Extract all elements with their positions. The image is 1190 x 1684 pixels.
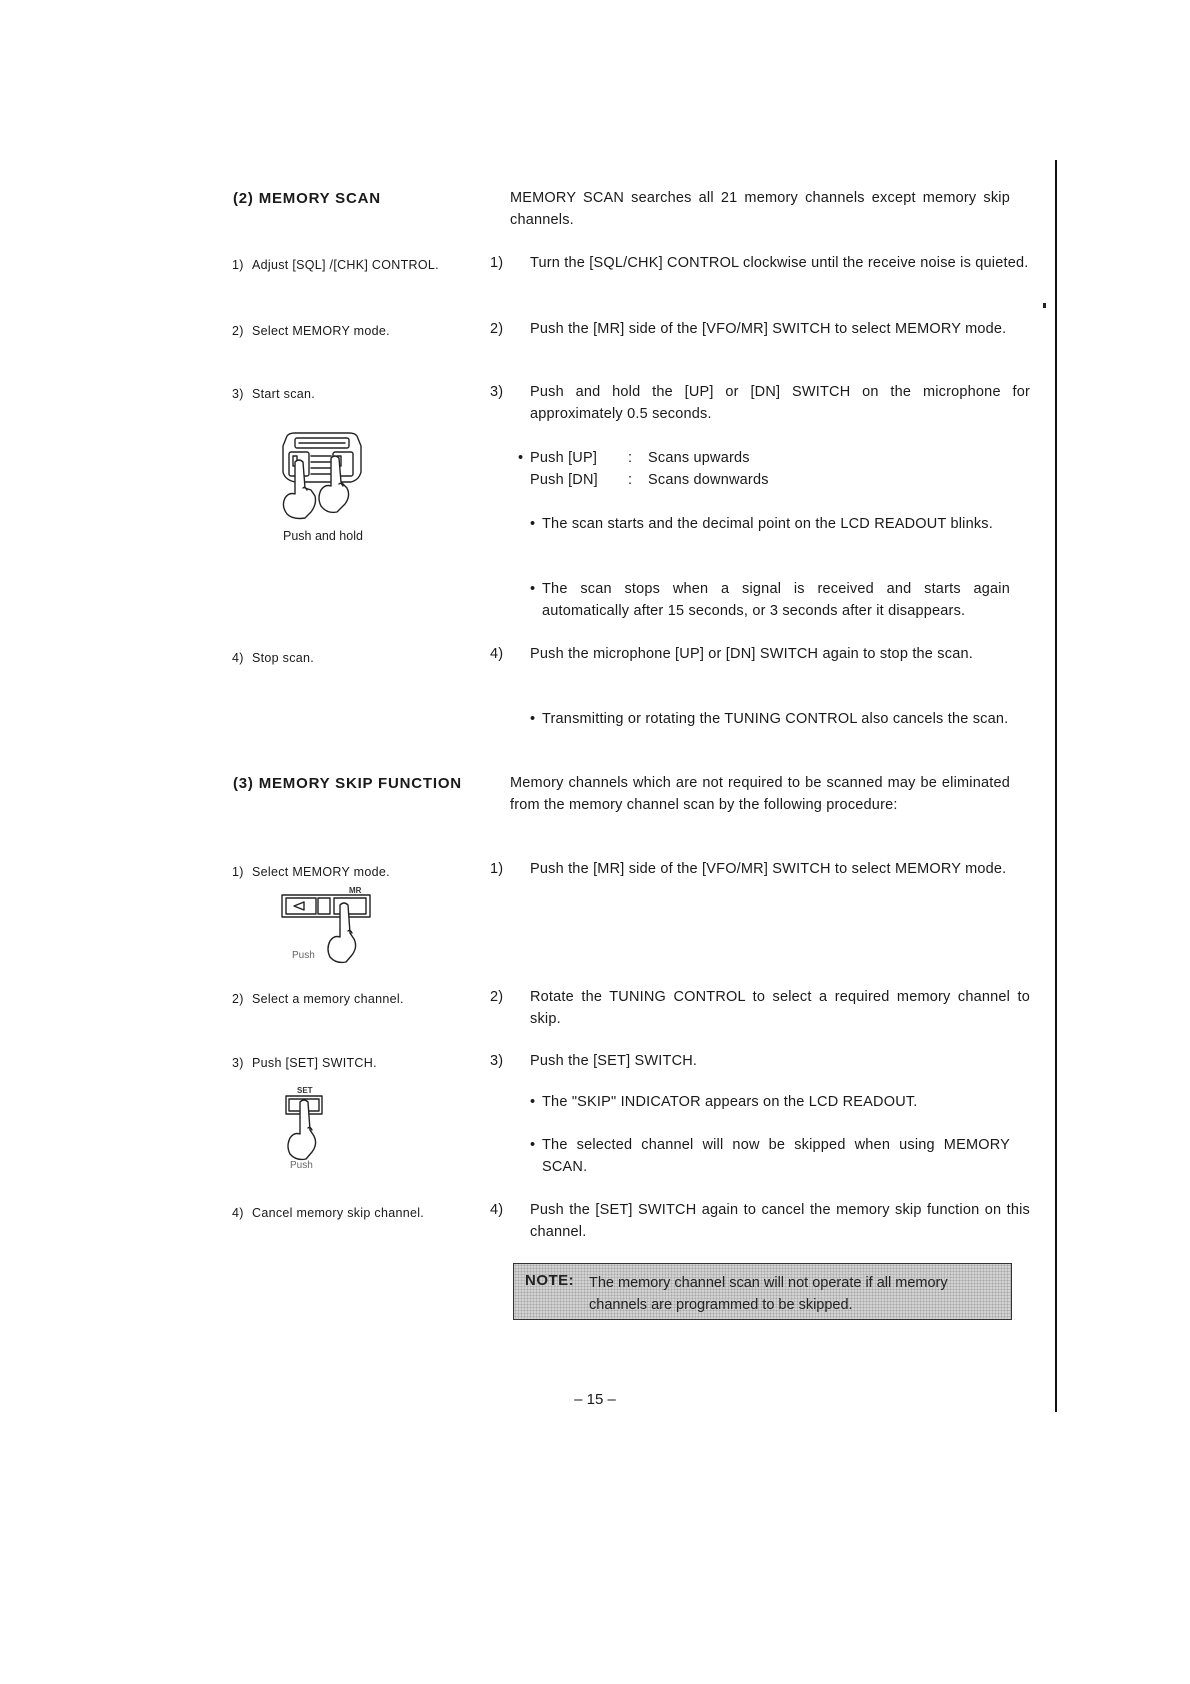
scan-step-4-num: 4) xyxy=(232,651,244,665)
scan-step-4-label xyxy=(232,651,314,665)
scan-step-4-instruction xyxy=(490,643,1030,665)
scan-step-2-num: 2) xyxy=(232,324,244,338)
skip-step-3-instruction-num: 3) xyxy=(490,1053,504,1069)
scan-step-3-label xyxy=(232,387,315,401)
memory-skip-intro: Memory channels which are not required to be scanned may be eliminated from the memory channel scan by the following procedure: xyxy=(510,775,1010,813)
skip-step-4-num: 4) xyxy=(232,1206,244,1220)
bullet-scan-starts-dot: • xyxy=(530,516,536,532)
skip-step-3-instruction-text: Push the [SET] SWITCH. xyxy=(530,1053,698,1069)
bullet-scan-stops-text: The scan stops when a signal is received and starts again automatically after 15 seconds, or 3 seconds after it disappears. xyxy=(542,581,1010,619)
scan-step-4-label-text: Stop scan. xyxy=(252,651,315,665)
push-up-value: Scans upwards xyxy=(648,450,750,466)
push-dn-row xyxy=(530,469,830,491)
mr-key-label: MR xyxy=(349,886,362,895)
scan-step-1-num: 1) xyxy=(232,258,244,272)
bullet-skip-indicator-dot: • xyxy=(530,1094,536,1110)
scan-step-2-instruction xyxy=(490,318,1030,340)
push-up-key: Push [UP] xyxy=(530,450,598,466)
push-hold-caption: Push and hold xyxy=(283,529,363,543)
push-dn-value: Scans downwards xyxy=(648,472,769,488)
mr-push-caption: Push xyxy=(292,950,315,961)
bullet-transmitting xyxy=(530,708,1010,730)
skip-step-4-instruction-num: 4) xyxy=(490,1202,504,1218)
scan-step-1-instruction-text: Turn the [SQL/CHK] CONTROL clockwise until the receive noise is quieted. xyxy=(530,255,1029,271)
print-speck xyxy=(1043,303,1046,308)
skip-step-2-instruction-num: 2) xyxy=(490,989,504,1005)
scan-step-3-label-text: Start scan. xyxy=(252,387,316,401)
bullet-transmitting-text: Transmitting or rotating the TUNING CONTROL also cancels the scan. xyxy=(542,711,1009,727)
push-up-sep: : xyxy=(628,450,633,466)
skip-step-1-instruction xyxy=(490,858,1030,880)
scan-step-4-instruction-text: Push the microphone [UP] or [DN] SWITCH again to stop the scan. xyxy=(530,646,973,662)
skip-step-1-instruction-text: Push the [MR] side of the [VFO/MR] SWITCH to select MEMORY mode. xyxy=(530,861,1007,877)
page-margin-rule xyxy=(1055,160,1057,1412)
bullet-scan-stops xyxy=(530,578,1010,622)
memory-scan-intro: MEMORY SCAN searches all 21 memory channels except memory skip channels. xyxy=(510,190,1010,228)
scan-step-1-label xyxy=(232,258,439,272)
skip-step-1-instruction-num: 1) xyxy=(490,861,504,877)
bullet-skip-indicator xyxy=(530,1091,1010,1113)
skip-step-3-num: 3) xyxy=(232,1056,244,1070)
set-switch-illustration xyxy=(280,1094,340,1166)
skip-step-2-instruction xyxy=(490,986,1030,1030)
bullet-skip-indicator-text: The "SKIP" INDICATOR appears on the LCD READOUT. xyxy=(542,1094,918,1110)
bullet-selected-skipped-text: The selected channel will now be skipped when using MEMORY SCAN. xyxy=(542,1137,1010,1175)
bullet-selected-skipped xyxy=(530,1134,1010,1178)
scan-step-1-instruction-num: 1) xyxy=(490,255,504,271)
microphone-push-hold-illustration xyxy=(275,432,375,520)
skip-step-1-label-text: Select MEMORY mode. xyxy=(252,865,390,879)
note-box xyxy=(513,1263,1012,1320)
bullet-transmitting-dot: • xyxy=(530,711,536,727)
skip-step-4-instruction-text: Push the [SET] SWITCH again to cancel the memory skip function on this channel. xyxy=(530,1202,1030,1240)
push-dn-key: Push [DN] xyxy=(530,472,598,488)
set-push-caption: Push xyxy=(290,1160,313,1171)
scan-step-3-instruction-num: 3) xyxy=(490,384,504,400)
bullet-scan-stops-dot: • xyxy=(530,581,536,597)
scan-step-3-instruction-text: Push and hold the [UP] or [DN] SWITCH on the microphone for approximately 0.5 seconds. xyxy=(530,384,1030,422)
skip-step-4-instruction xyxy=(490,1199,1030,1243)
memory-skip-heading: (3) MEMORY SKIP FUNCTION xyxy=(233,775,462,792)
skip-step-2-num: 2) xyxy=(232,992,244,1006)
page-number: – 15 – xyxy=(574,1391,616,1408)
scan-step-3-num: 3) xyxy=(232,387,244,401)
push-dn-sep: : xyxy=(628,472,633,488)
skip-step-1-num: 1) xyxy=(232,865,244,879)
bullet-scan-starts-text: The scan starts and the decimal point on the LCD READOUT blinks. xyxy=(542,516,993,532)
skip-step-2-label-text: Select a memory channel. xyxy=(252,992,404,1006)
skip-step-3-label-text: Push [SET] SWITCH. xyxy=(252,1056,377,1070)
scan-step-2-instruction-text: Push the [MR] side of the [VFO/MR] SWITCH to select MEMORY mode. xyxy=(530,321,1007,337)
memory-scan-heading: (2) MEMORY SCAN xyxy=(233,190,381,207)
scan-step-2-instruction-num: 2) xyxy=(490,321,504,337)
skip-step-1-label xyxy=(232,865,390,879)
bullet-scan-starts xyxy=(530,513,1010,535)
skip-step-3-label xyxy=(232,1056,377,1070)
note-label: NOTE: xyxy=(525,1272,575,1289)
scan-step-2-label xyxy=(232,324,390,338)
scan-step-1-label-text: Adjust [SQL] /[CHK] CONTROL. xyxy=(252,258,439,272)
scan-step-3-instruction xyxy=(490,381,1030,425)
push-up-row xyxy=(518,447,830,469)
scan-step-4-instruction-num: 4) xyxy=(490,646,504,662)
scan-step-1-instruction xyxy=(490,252,1030,274)
skip-step-3-instruction xyxy=(490,1050,1030,1072)
bullet-selected-skipped-dot: • xyxy=(530,1137,536,1153)
note-text: The memory channel scan will not operate if all memory channels are programmed to be skipped. xyxy=(589,1275,948,1313)
skip-step-2-instruction-text: Rotate the TUNING CONTROL to select a required memory channel to skip. xyxy=(530,989,1030,1027)
push-up-bullet: • xyxy=(518,450,524,466)
skip-step-4-label-text: Cancel memory skip channel. xyxy=(252,1206,425,1220)
skip-step-4-label xyxy=(232,1206,424,1220)
set-key-label: SET xyxy=(297,1086,313,1095)
scan-step-2-label-text: Select MEMORY mode. xyxy=(252,324,390,338)
skip-step-2-label xyxy=(232,992,404,1006)
